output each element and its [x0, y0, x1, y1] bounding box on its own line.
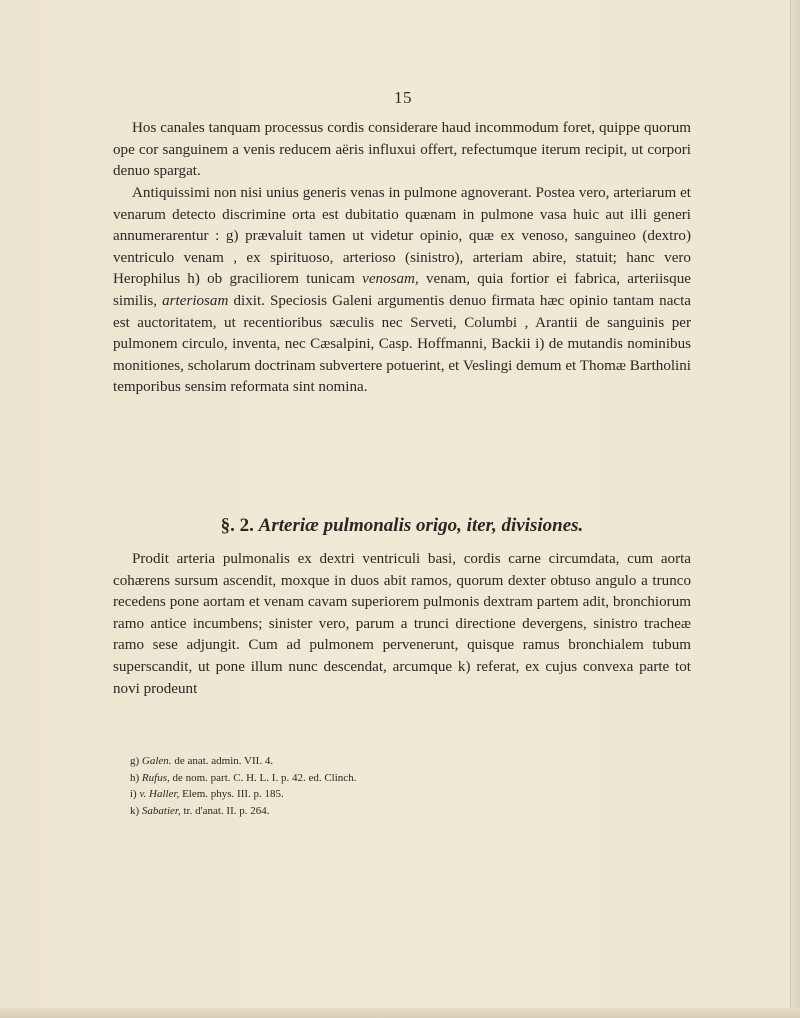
footnote: [130, 803, 610, 820]
footnote-label: g): [130, 755, 142, 767]
paragraph-1: [113, 118, 691, 183]
text-line: monem circulo, inventa, nec Cæsalpini, Casp. Hoffmanni, Backii i): [132, 336, 549, 353]
text-line: Prodit arteria pulmonalis ex dextri ventriculi basi, cordis carne: [132, 551, 549, 567]
text-line: circumdata, cum aorta cohærens sursum ascendit, moxque in duos: [113, 551, 691, 589]
footnote-author: v. Haller,: [139, 788, 180, 800]
footnote-author: Sabatier,: [141, 804, 181, 817]
footnote-label: k): [130, 804, 142, 817]
footnote: [130, 753, 610, 770]
text-line: riisque similis, arteriosam dixit. Speciosis Galeni argumentis denuo: [113, 271, 691, 309]
page-edge-right: [790, 0, 800, 1018]
text-line: aortam et venam cavam superiorem pulmonis dextram partem: [203, 594, 583, 611]
text-line: adjungit. Cum ad pulmonem pervenerunt, quisque ramus bron: [186, 637, 596, 654]
footnote-text: de nom. part. C. H. L. I. p. 42. ed. Clinch.: [169, 771, 357, 784]
text-line: sensim reformata sint nomina.: [184, 379, 368, 396]
section-number: §. 2.: [220, 515, 254, 536]
section-heading: [113, 515, 691, 537]
footnote-text: Elem. phys. III. p. 185.: [179, 788, 284, 800]
text-line: tere potuerint, et Veslingi demum et Thomæ Bartholini temporibus: [113, 357, 691, 396]
footnote-text: tr. d'anat. II. p. 264.: [180, 804, 270, 817]
text-line: orta est dubitatio quænam in pulmone vasa huic aut illi generi: [292, 206, 691, 223]
text-line: modum foret, quippe quorum ope cor sanguinem a venis reducem: [113, 120, 691, 158]
footnote-label: h): [130, 771, 142, 784]
footnote-label: i): [130, 788, 140, 800]
text-line: chialem tubum superscandit, ut pone illum nunc descendat,: [113, 637, 691, 675]
footnote: [130, 770, 610, 787]
page-edge-bottom: [0, 1008, 800, 1018]
text-line: rioso (sinistro), arteriam abire, statuit; hanc vero Herophilus h): [113, 249, 691, 288]
text-line: de mutandis nominibus monitiones, scholarum doctrinam subver: [113, 336, 691, 374]
text-line: parum a trunci directione devergens, sinistro tracheæ ramo sese: [113, 615, 691, 654]
footnote-author: Galen.: [141, 755, 172, 767]
text-line: rant. Postea vero, arteriarum et venarum detecto discrimine: [113, 185, 691, 223]
section-title: Arteriæ pulmonalis origo, iter, divisiones.: [258, 515, 584, 536]
footnote: [130, 786, 610, 803]
paragraph-2: [113, 183, 691, 399]
text-line: spargat.: [153, 163, 201, 180]
page-number: 15: [394, 88, 412, 107]
text-line: ob graciliorem tunicam venosam, venam, quia fortior ei fabrica, arte: [207, 271, 650, 288]
text-line: Antiquissimi non nisi unius generis venas in pulmone agnove: [132, 185, 505, 201]
footnote-author: Rufus,: [141, 771, 170, 784]
paragraph-3: [113, 549, 691, 700]
text-line: arcumque k) referat, ex cujus convexa parte tot novi prodeunt: [113, 658, 691, 697]
text-line: venoso, sanguineo (dextro) ventriculo venam , ex spirituoso, arte: [113, 228, 691, 266]
text-line: adit, bronchiorum ramo antice incumbens; sinister vero,: [113, 594, 691, 632]
footnotes: [130, 753, 610, 819]
text-line: firmata hæc opinio tantam nacta est auctoritatem, ut recentiori: [113, 292, 691, 331]
text-line: aëris influxui offert, refectumque iterum recipit, ut corpori denuo: [113, 141, 691, 180]
text-line: bus sæculis nec Serveti, Columbi , Arantii de sanguinis per pul: [113, 314, 692, 353]
text-line: Hos canales tanquam processus cordis considerare haud incom: [132, 120, 513, 136]
text-line: abit ramos, quorum dexter obtuso angulo a trunco recedens pone: [113, 572, 691, 611]
footnote-text: de anat. admin. VII. 4.: [171, 755, 274, 767]
text-line: annumerarentur : g) prævaluit tamen ut videtur opinio, quæ ex: [113, 228, 522, 245]
